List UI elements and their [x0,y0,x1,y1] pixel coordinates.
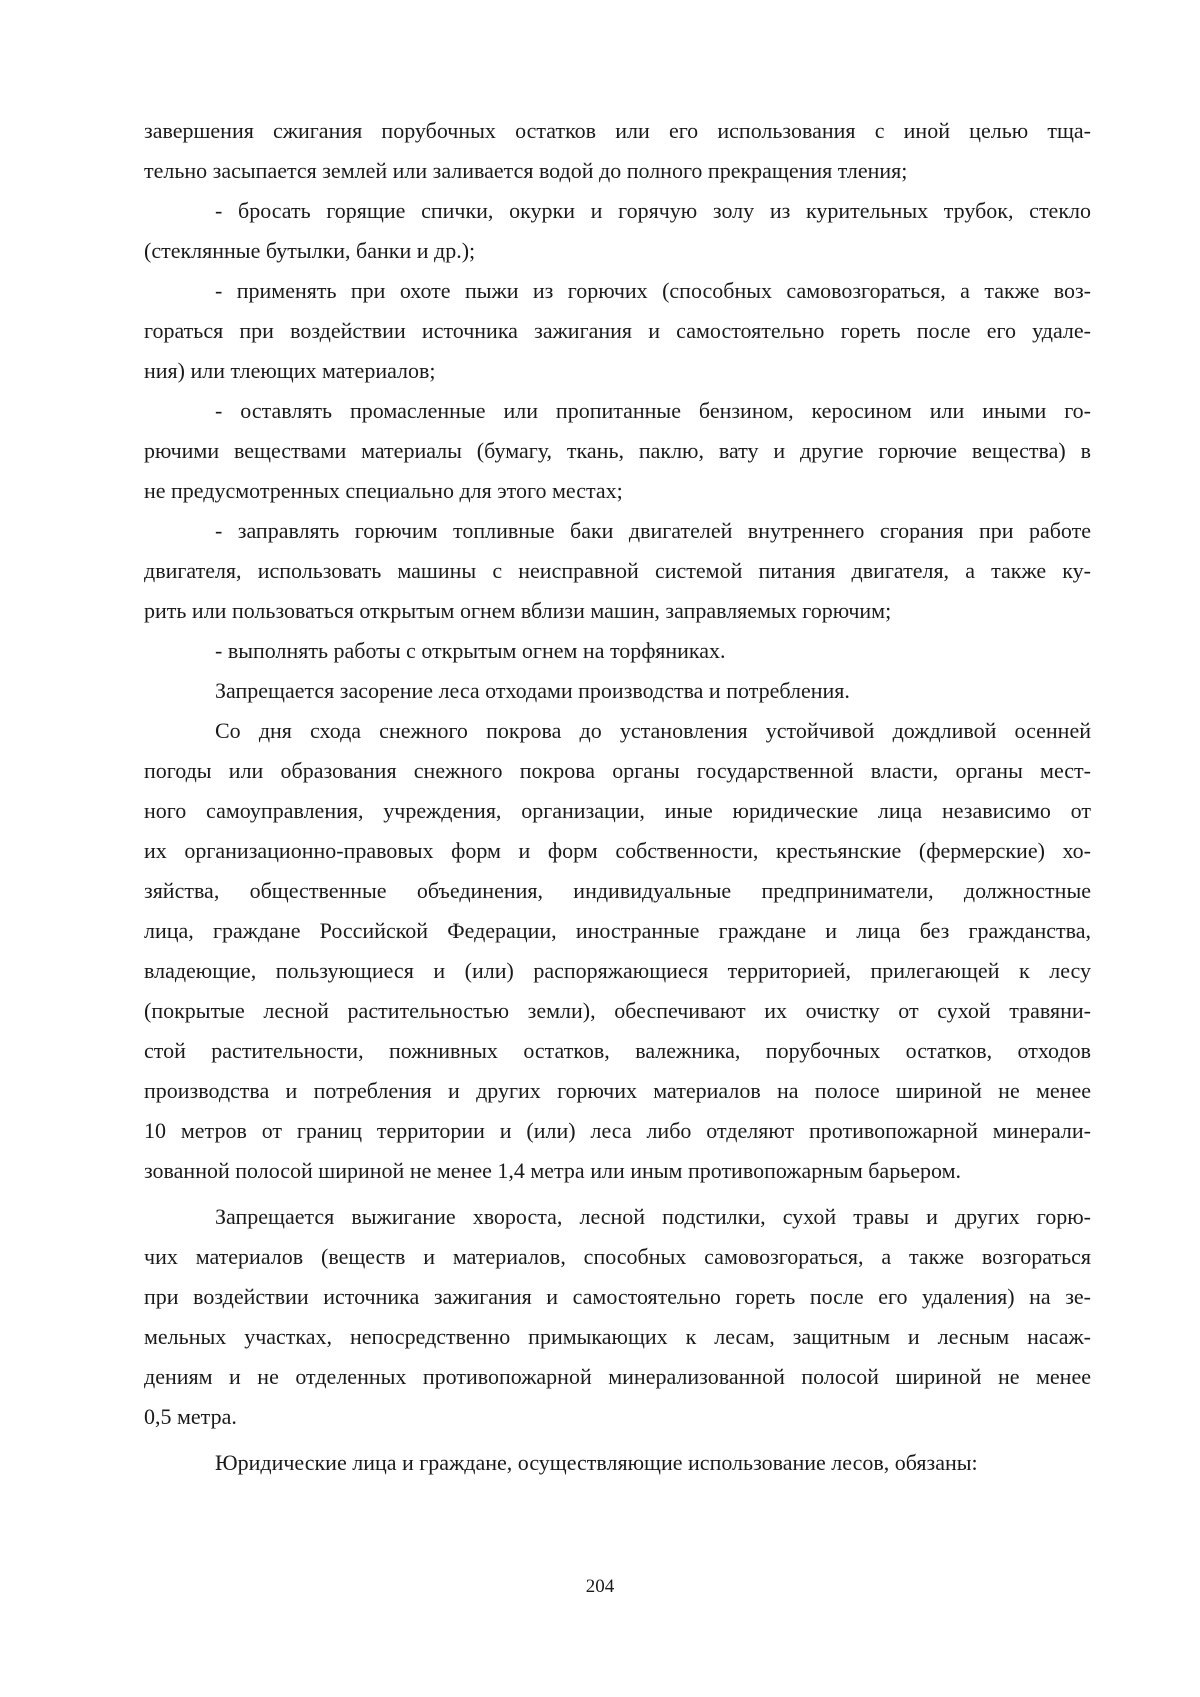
text-line: Запрещается выжигание хвороста, лесной подстилки, сухой травы и других горю- [215,1204,1091,1229]
text-line: дениям и не отделенных противопожарной минерализованной полосой шириной не менее [144,1364,1091,1389]
text-line: рючими веществами материалы (бумагу, ткань, паклю, вату и другие горючие вещества) в [144,438,1091,463]
text-line: завершения сжигания порубочных остатков или его использования с иной целью тща- [144,118,1091,143]
text-line: тельно засыпается землей или заливается водой до полного прекращения тления; [144,158,908,183]
text-line: чих материалов (веществ и материалов, способных самовозгораться, а также возгораться [144,1244,1091,1269]
text-line: (покрытые лесной растительностью земли), обеспечивают их очистку от сухой травяни- [144,998,1091,1023]
text-line: (стеклянные бутылки, банки и др.); [144,238,476,263]
text-line: ного самоуправления, учреждения, организации, иные юридические лица независимо от [144,798,1091,823]
text-line: рить или пользоваться открытым огнем вблизи машин, заправляемых горючим; [144,598,892,623]
text-line: - бросать горящие спички, окурки и горячую золу из курительных трубок, стекло [215,198,1091,223]
text-line: 10 метров от границ территории и (или) леса либо отделяют противопожарной минерали- [144,1118,1091,1143]
text-line: гораться при воздействии источника зажигания и самостоятельно гореть после его удале- [144,318,1091,343]
text-line: - заправлять горючим топливные баки двигателей внутреннего сгорания при работе [215,518,1091,543]
text-line: Со дня схода снежного покрова до установления устойчивой дождливой осенней [215,718,1091,743]
page-number: 204 [585,1576,615,1597]
text-line: зяйства, общественные объединения, индивидуальные предприниматели, должностные [144,878,1091,903]
text-line: погоды или образования снежного покрова органы государственной власти, органы мест- [144,758,1091,783]
text-line: Запрещается засорение леса отходами производства и потребления. [215,678,850,703]
text-line: владеющие, пользующиеся и (или) распоряжающиеся территорией, прилегающей к лесу [144,958,1091,983]
text-line: лица, граждане Российской Федерации, иностранные граждане и лица без гражданства, [144,918,1091,943]
text-line: производства и потребления и других горючих материалов на полосе шириной не менее [144,1078,1091,1103]
text-line: Юридические лица и граждане, осуществляющие использование лесов, обязаны: [215,1450,978,1475]
text-line: 0,5 метра. [144,1404,237,1429]
text-line: - применять при охоте пыжи из горючих (способных самовозгораться, а также воз- [215,278,1091,303]
text-line: ния) или тлеющих материалов; [144,358,436,383]
text-line: их организационно-правовых форм и форм собственности, крестьянские (фермерские) хо- [144,838,1091,863]
text-line: стой растительности, пожнивных остатков, валежника, порубочных остатков, отходов [144,1038,1091,1063]
text-line: мельных участках, непосредственно примыкающих к лесам, защитным и лесным насаж- [144,1324,1091,1349]
text-line: двигателя, использовать машины с неисправной системой питания двигателя, а также ку- [144,558,1091,583]
text-line: - выполнять работы с открытым огнем на торфяниках. [215,638,726,663]
text-line: - оставлять промасленные или пропитанные бензином, керосином или иными го- [215,398,1091,423]
text-line: при воздействии источника зажигания и самостоятельно гореть после его удаления) на зе- [144,1284,1091,1309]
text-line: зованной полосой шириной не менее 1,4 метра или иным противопожарным барьером. [144,1158,961,1183]
text-line: не предусмотренных специально для этого местах; [144,478,623,503]
